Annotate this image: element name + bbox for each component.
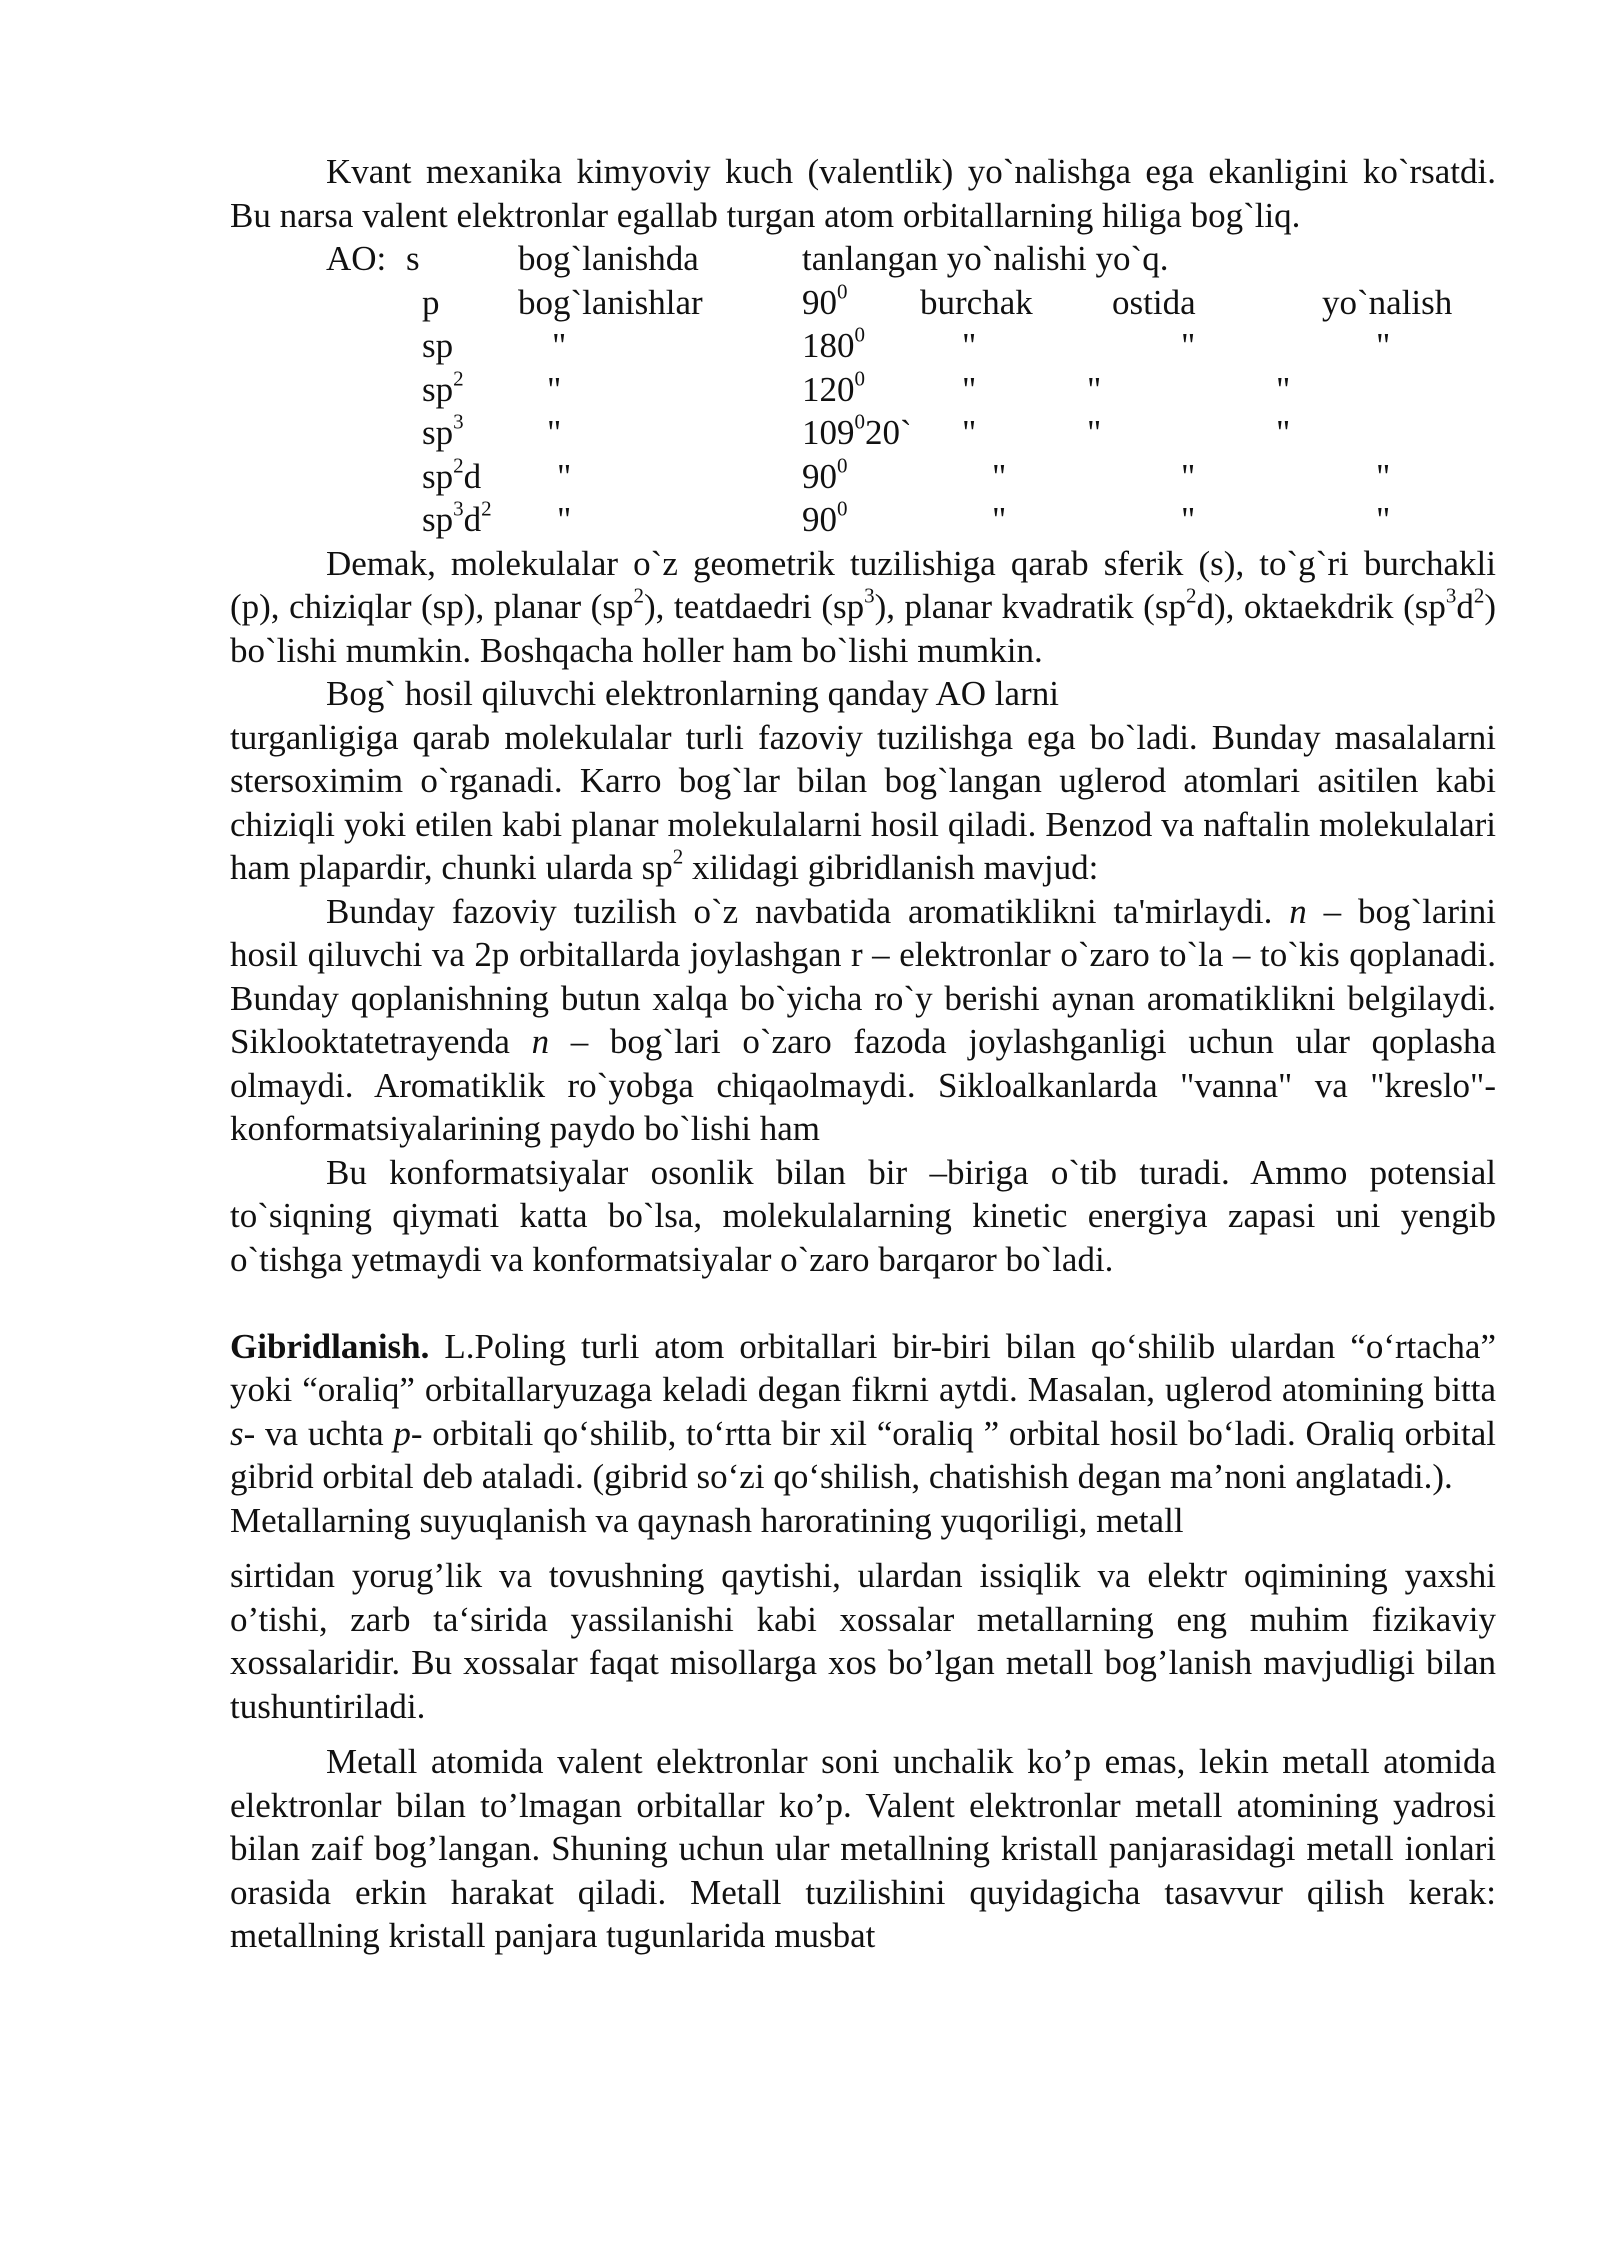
ao-ditto: ": [992, 500, 1007, 539]
orb-sup: 2: [453, 365, 464, 390]
ao-orbital: [422, 498, 492, 542]
ao-ditto: ": [992, 456, 1007, 496]
text: d: [1456, 587, 1474, 626]
text: turganligiga qarab molekulalar turli fazoviy tuzilishga ega bo`ladi. Bunday masalalarni stersoximim o`rganadi. Karro bog`lar bilan bog`langan uglerod atomlari asitilen kabi chiziqli yoki etilen kabi planar molekulalarni hosil qiladi. Benzod va naftalin molekulalari ham plapardir, chunki ularda sp: [230, 717, 1496, 887]
orb-base: sp: [422, 500, 454, 539]
ao-angle: [802, 324, 865, 368]
paragraph-metals-line: Metallarning suyuqlanish va qaynash haroratining yuqoriligi, metall: [230, 1500, 1184, 1540]
paragraph-aromaticity: [230, 890, 1496, 1151]
ao-ditto: ": [962, 369, 977, 409]
ao-row-sp3: [230, 411, 1496, 455]
sup: 2: [1185, 583, 1197, 608]
ao-ditto: ": [1276, 413, 1291, 452]
angle-base: 109: [802, 413, 855, 452]
sup: 2: [1473, 583, 1485, 608]
angle-base: 90: [802, 456, 837, 496]
sup: 2: [633, 583, 644, 608]
ao-bond: bog`lanishlar: [518, 282, 703, 322]
angle-degree: 0: [854, 365, 865, 390]
angle-base: 90: [802, 500, 837, 539]
angle-base: 90: [802, 282, 837, 322]
italic-n: n: [1289, 891, 1307, 931]
sup: 3: [864, 583, 875, 608]
text: d), oktaekdrik (sp: [1196, 587, 1446, 626]
text: ) bo`lishi mumkin. Boshqacha holler ham bo`lishi mumkin.: [230, 587, 1496, 670]
ao-orbital: [422, 452, 482, 499]
orb-sup: 3: [453, 496, 464, 521]
angle-degree: 0: [837, 452, 848, 477]
paragraph-metal-atom: Metall atomida valent elektronlar soni unchalik ko’p emas, lekin metall atomida elektronlar bilan to’lmagan orbitallar ko’p. Valent elektronlar metall atomining yadrosi bilan zaif bog’langan. Shuning uchun ular metallning kristall panjarasidagi metall ionlari orasida erkin harakat qiladi. Metall tuzilishini quyidagicha tasavvur qilish kerak: metallning kristall panjara tugunlarida musbat: [230, 1742, 1496, 1955]
ao-angle: [802, 278, 848, 325]
ao-ditto: ": [547, 369, 562, 409]
paragraph-valence-direction: Kvant mexanika kimyoviy kuch (valentlik) yo`nalishga ega ekanligini ko`rsatdi. Bu narsa valent elektronlar egallab turgan atom orbitallarning hiliga bog`liq.: [230, 152, 1496, 235]
ao-angle: [802, 365, 865, 412]
heading-hybridization: Gibridlanish.: [230, 1326, 430, 1366]
angle-degree: 0: [854, 322, 865, 347]
ao-ditto: ": [1276, 369, 1291, 409]
paragraph-conformations: Bu konformatsiyalar osonlik bilan bir –biriga o`tib turadi. Ammo potensial to`siqning qiymati katta bo`lsa, molekulalarning kinetic energiya zapasi uni yengib o`tishga yetmaydi va konformatsiyalar o`zaro barqaror bo`ladi.: [230, 1152, 1496, 1279]
sup: 2: [672, 844, 684, 869]
orb-base: sp: [422, 369, 454, 409]
ao-word-ostida: ostida: [1112, 282, 1196, 322]
spacer: [230, 1728, 1496, 1740]
ao-table: [230, 237, 1496, 542]
ao-bond: bog`lanishda: [518, 239, 699, 278]
text: xilidagi gibridlanish mavjud:: [683, 848, 1099, 887]
text: orbitali qo‘shilib, to‘rtta bir xil “oraliq ” orbital hosil bo‘ladi. Oraliq orbital gibrid orbital deb ataladi. (gibrid so‘zi qo‘shilish, chatishish degan ma’noni anglatadi.).: [230, 1413, 1497, 1496]
ao-orbital: [422, 411, 464, 455]
paragraph-stereochemistry: [230, 716, 1496, 890]
orb-base: sp: [422, 456, 454, 496]
ao-row-sp: [230, 324, 1496, 368]
ao-ditto: ": [1376, 326, 1391, 365]
angle-degree: 0: [837, 278, 848, 303]
ao-ditto: ": [962, 413, 977, 452]
text: ), teatdaedri (sp: [643, 587, 865, 626]
orb-base: sp: [422, 413, 454, 452]
ao-ditto: ": [1087, 369, 1102, 409]
ao-word-yonalish: yo`nalish: [1322, 282, 1453, 322]
ao-ditto: ": [1181, 500, 1196, 539]
italic-n: n: [531, 1022, 550, 1061]
ao-label: AO:: [326, 239, 387, 278]
spacer: [230, 1542, 1496, 1554]
italic-p: p-: [393, 1413, 423, 1453]
ao-ditto: ": [1181, 326, 1196, 365]
ao-row-sp2: [230, 365, 1496, 412]
ao-orbital: s: [406, 239, 420, 278]
ao-row-p: [230, 278, 1496, 325]
ao-angle: [802, 452, 848, 499]
orb-sup: 3: [453, 409, 464, 434]
paragraph-geometry: [230, 542, 1496, 673]
ao-ditto: ": [1376, 500, 1391, 539]
sup: 3: [1445, 583, 1457, 608]
spacer: [230, 1281, 1496, 1325]
paragraph-hybridization: [230, 1325, 1496, 1499]
orb-sup: 2: [453, 452, 464, 477]
ao-ditto: ": [1181, 456, 1196, 496]
text: Demak, molekulalar o`z geometrik tuzilishiga qarab sferik (s), to`g`ri burchakli (p), chiziqlar (sp), planar (sp: [230, 543, 1496, 626]
angle-base: 180: [802, 326, 855, 365]
text: va uchta: [255, 1413, 384, 1453]
ao-angle: [802, 498, 848, 542]
ao-ditto: ": [1087, 413, 1102, 452]
ao-ditto: ": [547, 413, 562, 452]
ao-orbital: [422, 365, 464, 412]
ao-ditto: ": [557, 456, 572, 496]
angle-tail: 20`: [865, 413, 912, 452]
angle-degree: 0: [837, 496, 848, 521]
ao-ditto: ": [1376, 456, 1391, 496]
ao-word-burchak: burchak: [920, 282, 1033, 322]
ao-desc: tanlangan yo`nalishi yo`q.: [802, 239, 1169, 278]
angle-degree: 0: [854, 409, 865, 434]
text: ), planar kvadratik (sp: [874, 587, 1186, 626]
text: – bog`larini hosil qiluvchi va 2p orbitallarda joylashgan r – elektronlar o`zaro to`la – to`kis qoplanadi. Bunday qoplanishning butun xalqa bo`yicha ro`y berishi aynan aromatiklikni belgilaydi. Siklooktatetrayenda: [230, 891, 1496, 1061]
text: – bog`lari o`zaro fazoda joylashganligi uchun ular qoplasha olmaydi. Aromatiklik ro`yobga chiqaolmaydi. Sikloalkanlarda "vanna" va "kreslo"-konformatsiyalarining paydo bo`lishi ham: [230, 1022, 1497, 1148]
ao-orbital: sp: [422, 326, 454, 365]
ao-angle: [802, 411, 912, 455]
document-page: [230, 150, 1496, 1958]
text: L.Poling turli atom orbitallari bir-biri bilan qo‘shilib ulardan “o‘rtacha” yoki “oraliq” orbitallaryuzaga keladi degan fikrni aytdi. Masalan, uglerod atomining bitta: [230, 1326, 1496, 1409]
paragraph-ao-line: Bog` hosil qiluvchi elektronlarning qanday AO larni: [326, 674, 1059, 713]
ao-ditto: ": [962, 326, 977, 365]
orb-sup2: 2: [481, 496, 492, 521]
paragraph-metal-properties: sirtidan yorug’lik va tovushning qaytishi, ulardan issiqlik va elektr oqimining yaxshi o’tishi, zarb ta‘sirida yassilanishi kabi xossalar metallarning eng muhim fizikaviy xossalaridir. Bu xossalar faqat misollarga xos bo’lgan metall bog’lanish mavjudligi bilan tushuntiriladi.: [230, 1556, 1496, 1726]
ao-row-sp2d: [230, 452, 1496, 499]
orb-tail: d: [463, 456, 482, 496]
ao-ditto: ": [557, 500, 572, 539]
angle-base: 120: [802, 369, 855, 409]
ao-orbital: p: [422, 282, 440, 322]
italic-s: s-: [230, 1413, 256, 1453]
orb-mid: d: [463, 500, 482, 539]
ao-row-s: [230, 237, 1496, 281]
ao-ditto: ": [552, 326, 567, 365]
text: Bunday fazoviy tuzilish o`z navbatida aromatiklikni ta'mirlaydi.: [326, 891, 1273, 931]
ao-row-sp3d2: [230, 498, 1496, 542]
